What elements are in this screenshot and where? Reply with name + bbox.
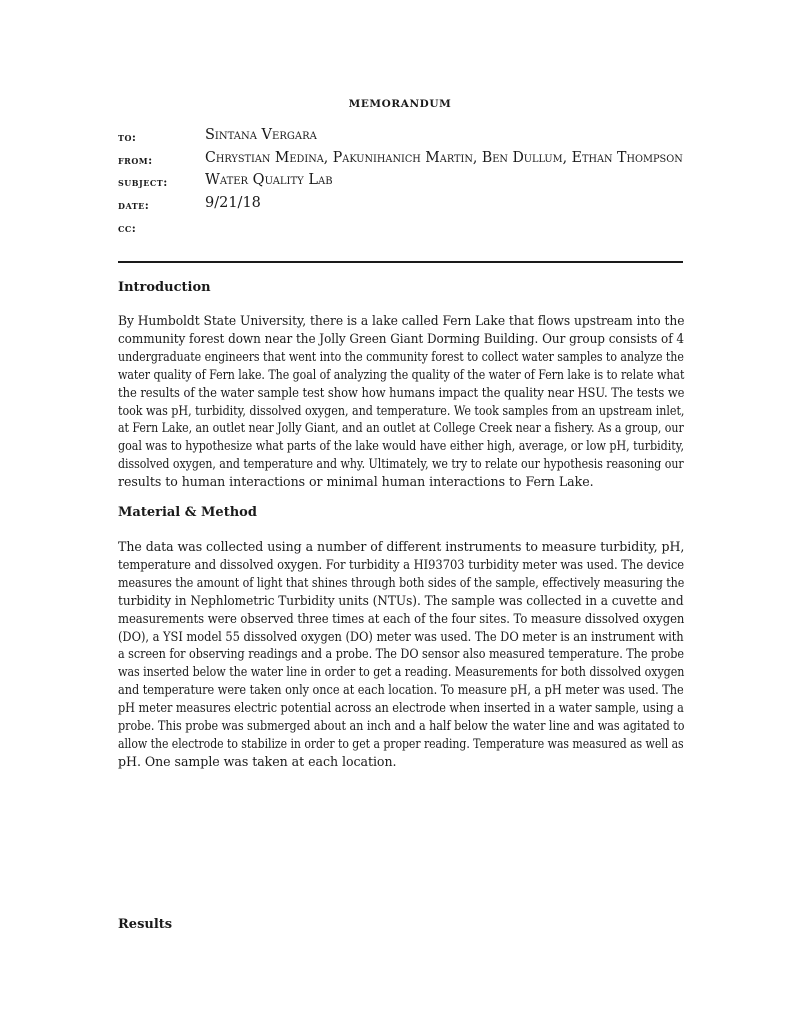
field-label: cc: xyxy=(118,222,137,235)
paragraph-line: water quality of Fern lake. The goal of analyzing the quality of the water of Fern lake is to relate what xyxy=(118,366,685,382)
paragraph-line: (DO), a YSI model 55 dissolved oxygen (DO) meter was used. The DO meter is an instrument with xyxy=(118,628,684,644)
introduction-heading: Introduction xyxy=(118,280,211,295)
paragraph-line: The data was collected using a number of different instruments to measure turbidity, pH, xyxy=(118,539,685,554)
paragraph-line: took was pH, turbidity, dissolved oxygen, and temperature. We took samples from an upstream inlet, xyxy=(118,402,685,418)
paragraph-line: results to human interactions or minimal human interactions to Fern Lake. xyxy=(118,474,594,490)
paragraph-line: measurements were observed three times at each of the four sites. To measure dissolved oxygen xyxy=(118,610,685,626)
field-label: from: xyxy=(118,154,153,167)
method-heading: Material & Method xyxy=(118,505,257,520)
paragraph-line: pH meter measures electric potential across an electrode when inserted in a water sample, using a xyxy=(118,700,684,716)
paragraph-line: allow the electrode to stabilize in order to get a proper reading. Temperature was measured as well as xyxy=(118,735,684,751)
paragraph-line: temperature and dissolved oxygen. For turbidity a HI93703 turbidity meter was used. The device xyxy=(118,556,685,572)
field-value: 9/21/18 xyxy=(205,195,261,211)
memo-field-from xyxy=(118,150,688,170)
paragraph-line: undergraduate engineers that went into the community forest to collect water samples to analyze the xyxy=(118,348,684,364)
field-label: subject: xyxy=(118,176,168,189)
paragraph-line: was inserted below the water line in order to get a reading. Measurements for both dissolved oxygen xyxy=(118,664,685,680)
results-heading: Results xyxy=(118,917,173,932)
memo-field-to xyxy=(118,127,688,147)
paragraph-line: the results of the water sample test show how humans impact the quality near HSU. The tests we xyxy=(118,384,685,400)
paragraph-line: measures the amount of light that shines through both sides of the sample, effectively measuring the xyxy=(118,574,685,590)
paragraph-line: a screen for observing readings and a probe. The DO sensor also measured temperature. The probe xyxy=(118,646,684,662)
paragraph-line: turbidity in Nephlometric Turbidity units (NTUs). The sample was collected in a cuvette and xyxy=(118,592,684,608)
paragraph-line: and temperature were taken only once at each location. To measure pH, a pH meter was used. The xyxy=(118,682,684,698)
field-label: date: xyxy=(118,199,150,212)
paragraph-line: goal was to hypothesize what parts of the lake would have either high, average, or low pH, turbidity, xyxy=(118,438,684,454)
memo-field-cc xyxy=(118,218,688,238)
paragraph-line: community forest down near the Jolly Green Giant Dorming Building. Our group consists of 4 xyxy=(118,330,684,346)
paragraph-line: dissolved oxygen, and temperature and why. Ultimately, we try to relate our hypothesis reasoning our xyxy=(118,456,684,472)
field-value: Sintana Vergara xyxy=(205,127,317,143)
paragraph-line: By Humboldt State University, there is a lake called Fern Lake that flows upstream into the xyxy=(118,313,685,328)
memo-field-subject xyxy=(118,172,688,192)
paragraph-line: at Fern Lake, an outlet near Jolly Giant, and an outlet at College Creek near a fishery. As a group, our xyxy=(118,420,684,436)
introduction-paragraph xyxy=(118,312,684,491)
memo-field-date xyxy=(118,195,688,215)
method-paragraph xyxy=(118,538,684,771)
field-value: Water Quality Lab xyxy=(205,172,333,188)
field-value: Chrystian Medina, Pakunihanich Martin, Ben Dullum, Ethan Thompson xyxy=(205,150,683,166)
paragraph-line: probe. This probe was submerged about an inch and a half below the water line and was agitated to xyxy=(118,718,685,734)
paragraph-line: pH. One sample was taken at each location. xyxy=(118,753,397,769)
header-divider xyxy=(118,261,683,263)
memo-title: MEMORANDUM xyxy=(348,98,452,110)
field-label: to: xyxy=(118,131,137,144)
